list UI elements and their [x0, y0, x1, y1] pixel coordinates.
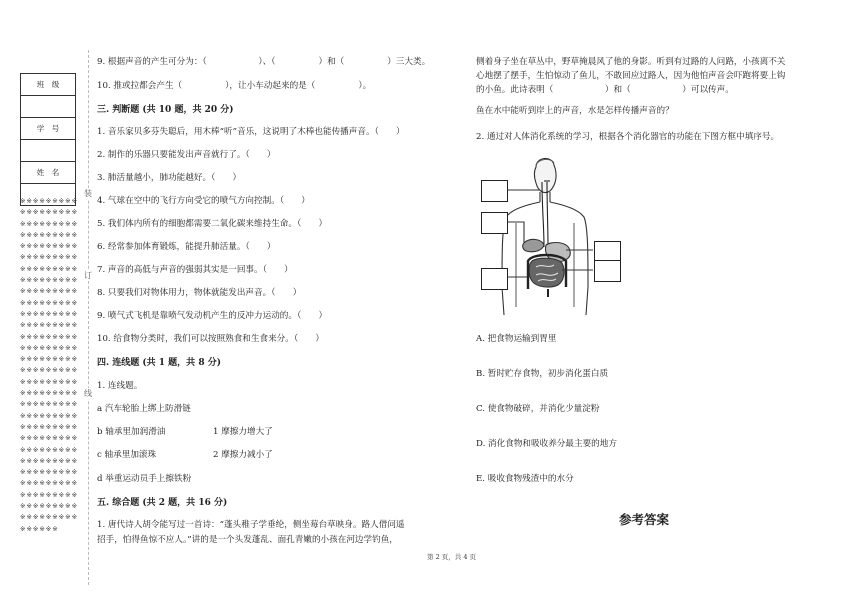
link-left-d: d 举重运动员手上擦铁粉 — [97, 474, 192, 484]
link-left-b: b 轴承里加润滑油 — [97, 427, 166, 437]
judge-item-3: 3. 肺活量越小，肺功能越好。（ ） — [97, 173, 242, 183]
class-field[interactable] — [21, 96, 76, 118]
answer-title: 参考答案 — [619, 512, 670, 527]
answer-box-small-intestine[interactable] — [594, 260, 621, 282]
option-c: C. 使食物破碎，并消化少量淀粉 — [476, 404, 600, 414]
fill-question-9: 9. 根据声音的产生可分为：（ ）、（ ）和（ ）三大类。 — [97, 57, 431, 67]
binding-dashed-line — [88, 50, 89, 585]
poem-cont-1: 侧着身子坐在草丛中，野草掩晨风了他的身影。听到有过路的人问路，小孩离不关 — [476, 57, 786, 67]
judge-item-9: 9. 喷气式飞机是靠喷气发动机产生的反冲力运动的。（ ） — [97, 311, 328, 321]
link-left-c: c 轴承里加滚珠 — [97, 450, 157, 460]
judge-item-7: 7. 声音的高低与声音的强弱其实是一回事。（ ） — [97, 265, 293, 275]
page-footer: 第 2 页，共 4 页 — [427, 553, 477, 561]
fish-question: 鱼在水中能听到岸上的声音，水是怎样传播声音的？ — [476, 106, 674, 116]
link-right-1: 1 摩擦力增大了 — [213, 427, 273, 437]
option-b: B. 暂时贮存食物，初步消化蛋白质 — [476, 369, 609, 379]
judge-item-6: 6. 经常参加体育锻炼，能提升肺活量。（ ） — [97, 242, 276, 252]
link-right-2: 2 摩擦力减小了 — [213, 450, 273, 460]
judge-item-4: 4. 气球在空中的飞行方向受它的喷气方向控制。（ ） — [97, 196, 310, 206]
binding-mark-ding: 订 — [84, 271, 92, 280]
judge-item-5: 5. 我们体内所有的细胞都需要二氧化碳来维持生命。（ ） — [97, 219, 328, 229]
answer-box-esophagus[interactable] — [481, 212, 508, 234]
link-question: 1. 连线题。 — [97, 381, 143, 391]
option-d: D. 消化食物和吸收养分最主要的地方 — [476, 439, 617, 449]
number-field[interactable] — [21, 140, 76, 162]
judge-item-8: 8. 只要我们对物体用力，物体就能发出声音。（ ） — [97, 288, 302, 298]
student-info-table — [20, 73, 76, 206]
binding-mark-zhuang: 装 — [84, 189, 92, 198]
option-a: A. 把食物运输到胃里 — [476, 334, 557, 344]
fill-question-10: 10. 推或拉都会产生（ ），让小车动起来的是（ ）。 — [97, 81, 372, 91]
judge-item-1: 1. 音乐家贝多芬失聪后，用木棒“听”音乐，这说明了木棒也能传播声音。（ ） — [97, 127, 405, 137]
name-label: 姓 名 — [21, 162, 76, 184]
option-e: E. 吸收食物残渣中的水分 — [476, 474, 574, 484]
poem-line-2: 招手，怕得鱼惊不应人。”讲的是一个头发蓬乱、面孔青嫩的小孩在河边学钓鱼， — [97, 535, 398, 545]
answer-box-mouth[interactable] — [481, 180, 508, 202]
section-5-title: 五. 综合题 (共 2 题，共 16 分) — [97, 498, 228, 508]
judge-item-2: 2. 制作的乐器只要能发出声音就行了。（ ） — [97, 150, 276, 160]
poem-line-1: 1. 唐代诗人胡令能写过一首诗：“蓬头稚子学垂纶，侧坐莓台草映身。路人借问遥 — [97, 520, 405, 530]
answer-box-large-intestine[interactable] — [481, 268, 508, 290]
link-left-a: a 汽车轮胎上绑上防滑链 — [97, 404, 191, 414]
class-label: 班 级 — [21, 74, 76, 96]
section-3-title: 三. 判断题 (共 10 题，共 20 分) — [97, 105, 234, 115]
digestion-question: 2. 通过对人体消化系统的学习，根据各个消化器官的功能在下图方框中填序号。 — [476, 132, 780, 142]
poem-cont-2: 心地摆了摆手，生怕惊动了鱼儿，不敢回应过路人，因为他怕声音会吓跑将要上钩 — [476, 71, 786, 81]
binding-pattern: ※※※※※※※※※※※※※※※※※※※※※※※※※※※※※※※※※※※※※※※※※※※※※※※※※※※※※※※※※※※※※※※※※※※※※※※※※※※※※※※※※※※※※※※※※※※※※※※※※※※※※※※※※※※※※※※※※※※※※※※※※※※※※※※※※※※※※※※※※※※※※※※※※※※※※※※※※※※※※※※※※※※※※※※※※※※※※※※※※※※※※※※※※※※※※※※※※※※※※※※※※※※※※※※※※※※※※※※※※※※※※※※※※※※※※※※※※※※※※※※※※※※※※※※※※※※※※※※※※※※※※※※※※※※ — [20, 197, 79, 533]
poem-cont-3: 的小鱼。此诗表明（ ）和（ ）可以传声。 — [476, 85, 734, 95]
judge-item-10: 10. 给食物分类时，我们可以按照熟食和生食来分。（ ） — [97, 334, 324, 344]
number-label: 学 号 — [21, 118, 76, 140]
binding-mark-xian: 线 — [84, 389, 92, 398]
section-4-title: 四. 连线题 (共 1 题，共 8 分) — [97, 358, 221, 368]
